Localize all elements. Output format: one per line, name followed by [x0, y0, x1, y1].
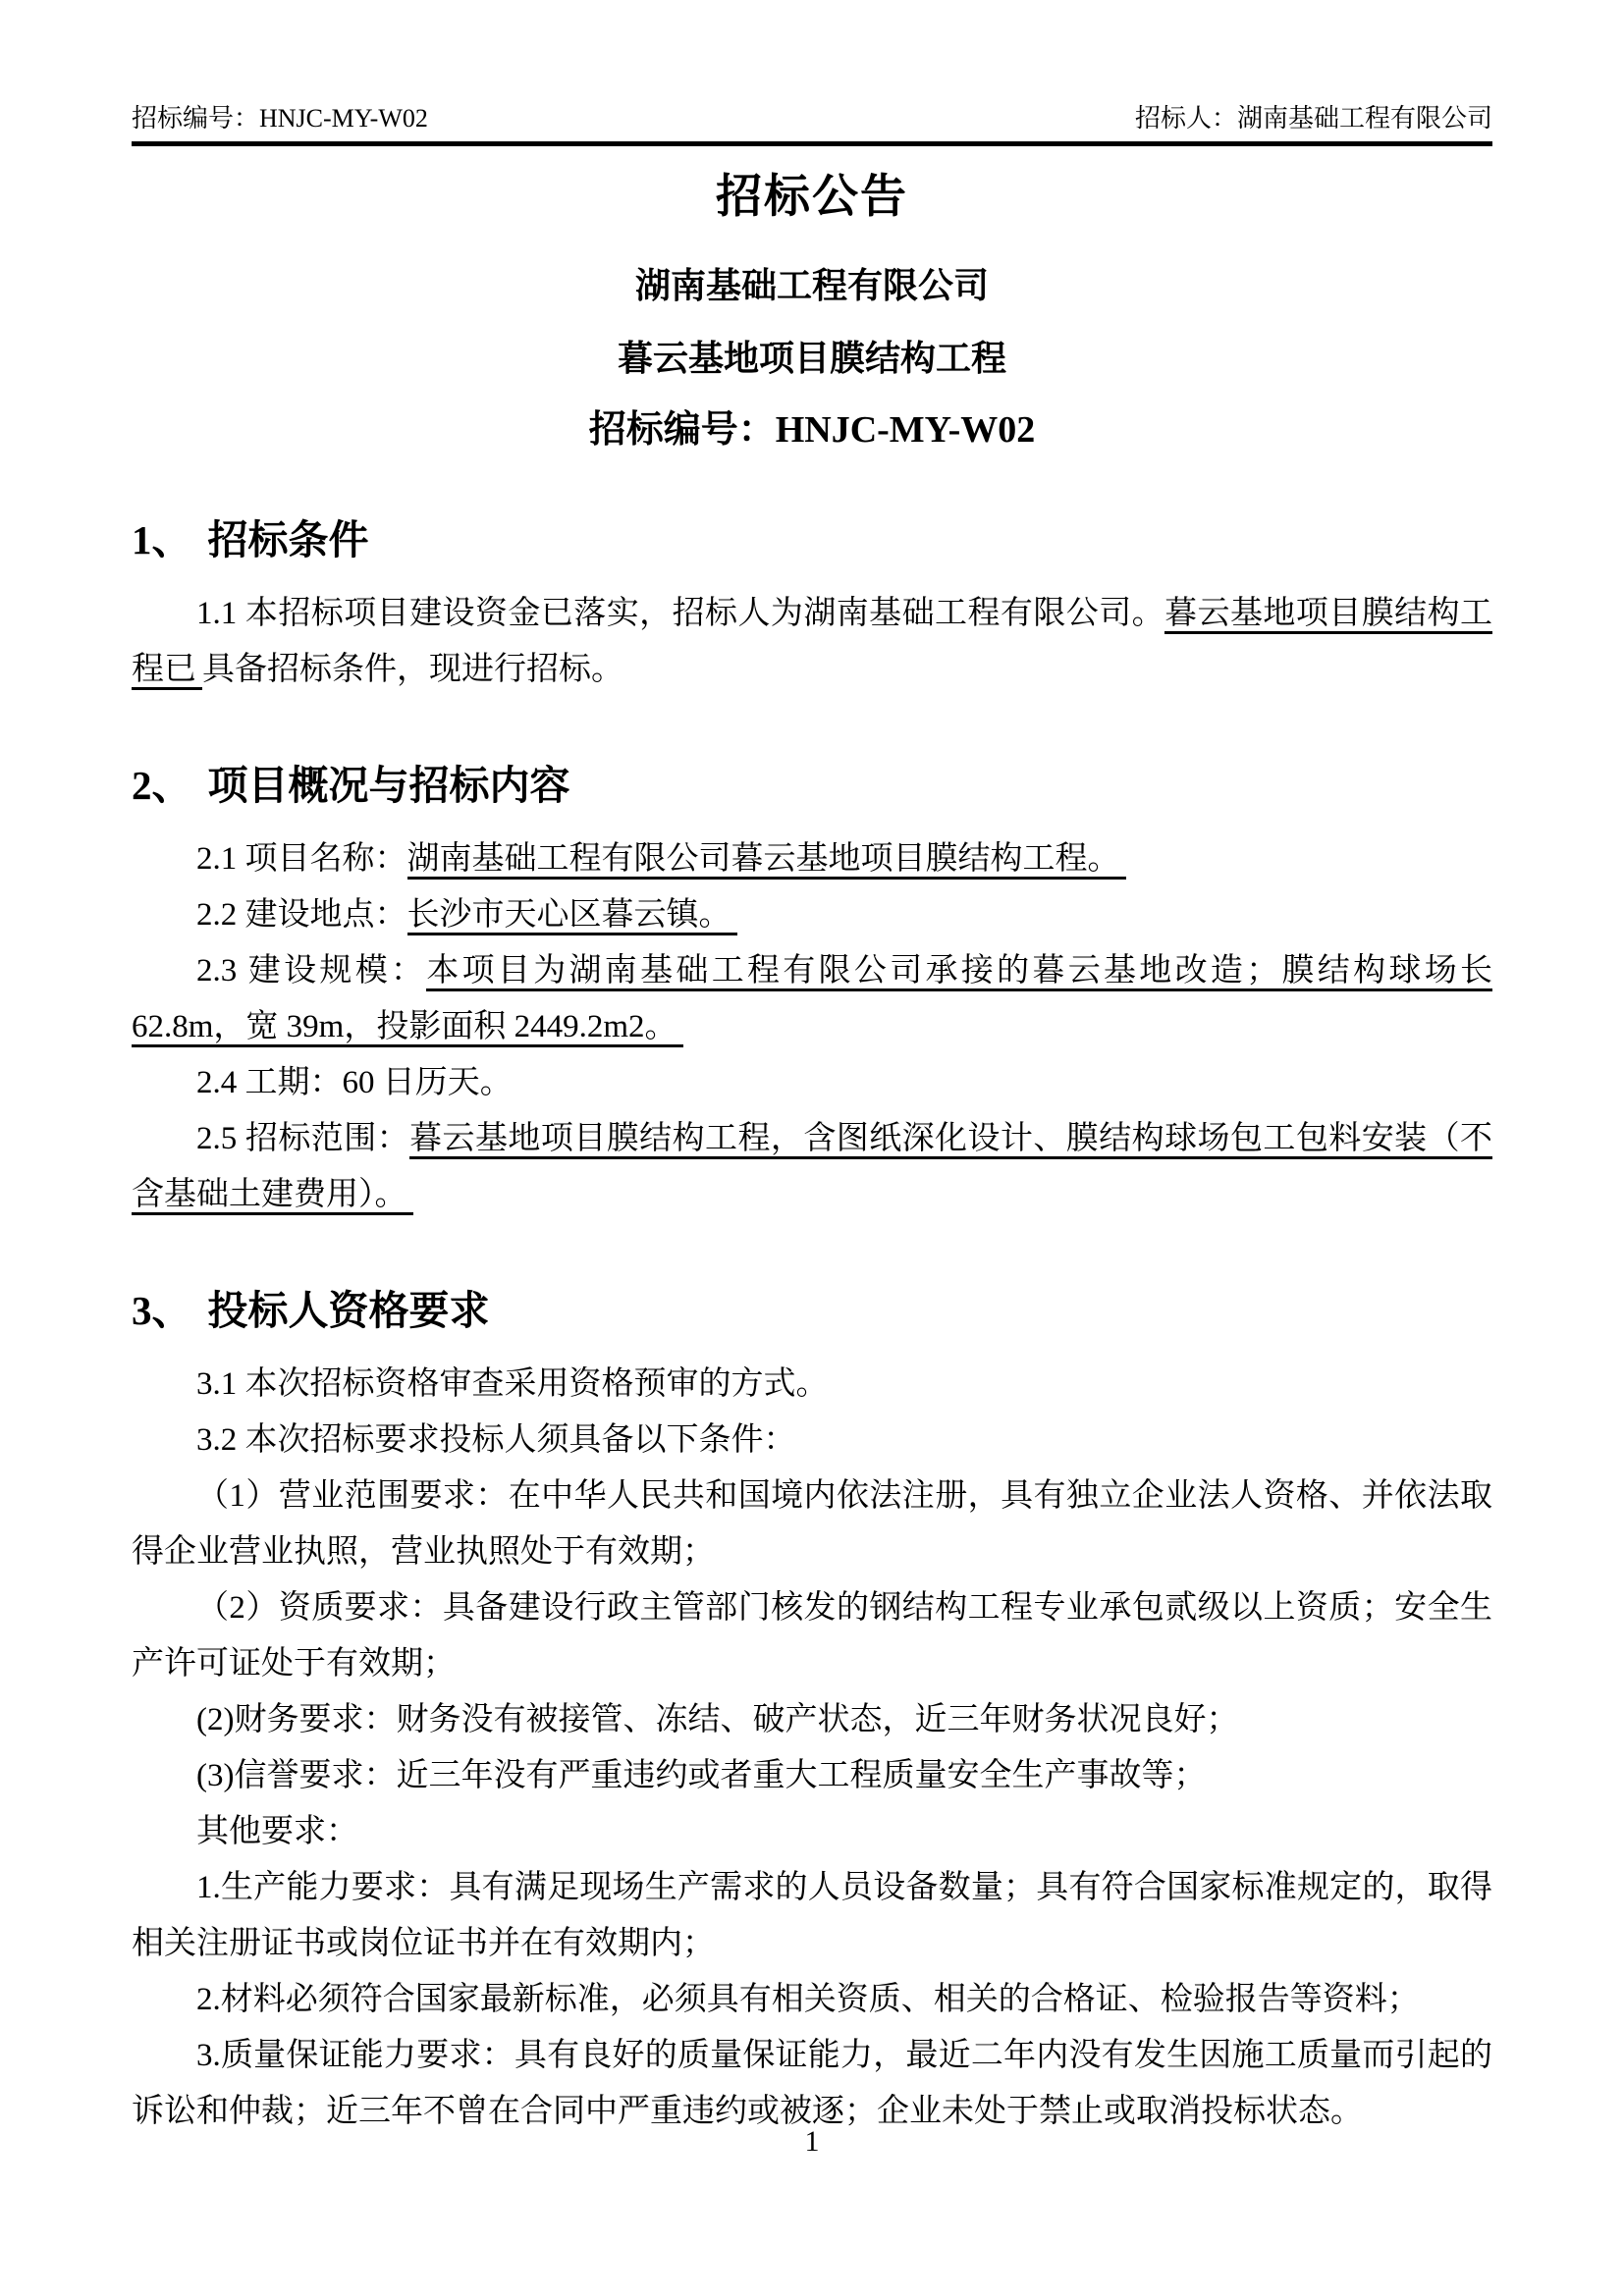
- section-3-heading: [132, 1286, 1492, 1335]
- header-tenderee: 招标人：湖南基础工程有限公司: [1134, 104, 1492, 133]
- para-3-2-item-2: （2）资质要求：具备建设行政主管部门核发的钢结构工程专业承包贰级以上资质；安全生产许可证处于有效期；: [132, 1590, 1492, 1682]
- para-2-5-underlined: 暮云基地项目膜结构工程，含图纸深化设计、膜结构球场包工包料安装（不含基础土建费用）。: [132, 1121, 1492, 1215]
- para-2-2-label: 2.2 建设地点：: [196, 897, 407, 933]
- para-3-2: 3.2 本次招标要求投标人须具备以下条件：: [196, 1422, 796, 1458]
- section-1-heading: [132, 515, 1492, 564]
- para-1-1-text-cont: 具备招标条件，现进行招标。: [202, 652, 623, 687]
- para-1-1: [132, 586, 1492, 698]
- section-2-number: 2、: [132, 763, 192, 808]
- para-2-1-label: 2.1 项目名称：: [196, 841, 407, 877]
- header-tender-number: 招标编号：HNJC-MY-W02: [132, 104, 428, 133]
- section-2-title: 项目概况与招标内容: [207, 763, 570, 808]
- para-other-req-3: 3.质量保证能力要求：具有良好的质量保证能力，最近二年内没有发生因施工质量而引起的诉讼和仲裁；近三年不曾在合同中严重违约或被逐；企业未处于禁止或取消投标状态。: [132, 2038, 1492, 2129]
- section-3-number: 3、: [132, 1288, 192, 1333]
- para-2-3-underlined: 本项目为湖南基础工程有限公司承接的暮云基地改造；膜结构球场长 62.8m，宽 39m，投影面积 2449.2m2。: [132, 953, 1492, 1047]
- document-title: 招标公告: [716, 172, 908, 223]
- para-2-3-label: 2.3 建设规模：: [196, 953, 427, 988]
- section-3-title: 投标人资格要求: [207, 1288, 490, 1333]
- para-3-2-item-1: （1）营业范围要求：在中华人民共和国境内依法注册，具有独立企业法人资格、并依法取得企业营业执照，营业执照处于有效期；: [132, 1478, 1492, 1570]
- para-2-3: [132, 943, 1492, 1055]
- para-other-requirements-label: 其他要求：: [196, 1814, 358, 1849]
- para-1-1-text: 1.1 本招标项目建设资金已落实，招标人为湖南基础工程有限公司。: [196, 596, 1165, 631]
- para-3-2-item-credit: (3)信誉要求：近三年没有严重违约或者重大工程质量安全生产事故等；: [196, 1758, 1207, 1793]
- para-other-req-1: 1.生产能力要求：具有满足现场生产需求的人员设备数量；具有符合国家标准规定的，取得相关注册证书或岗位证书并在有效期内；: [132, 1870, 1492, 1961]
- para-2-1-underlined: 湖南基础工程有限公司暮云基地项目膜结构工程。: [407, 841, 1126, 880]
- page-number: 1: [804, 2125, 820, 2158]
- para-2-2: [132, 887, 1492, 943]
- para-1-1-underlined: 暮云基地项目膜结构工程已: [132, 596, 1492, 690]
- section-1-number: 1、: [132, 517, 192, 562]
- subtitle-project: 暮云基地项目膜结构工程: [617, 339, 1006, 378]
- subtitle-tender-code: 招标编号：HNJC-MY-W02: [588, 409, 1036, 451]
- para-3-2-item-finance: (2)财务要求：财务没有被接管、冻结、破产状态，近三年财务状况良好；: [196, 1702, 1239, 1737]
- para-other-req-2: 2.材料必须符合国家最新标准，必须具有相关资质、相关的合格证、检验报告等资料；: [196, 1982, 1420, 2017]
- para-2-2-underlined: 长沙市天心区暮云镇。: [407, 897, 737, 935]
- para-2-5: [132, 1111, 1492, 1223]
- running-header: [132, 0, 1492, 146]
- para-2-5-label: 2.5 招标范围：: [196, 1121, 410, 1156]
- para-3-1: 3.1 本次招标资格审查采用资格预审的方式。: [196, 1366, 829, 1402]
- para-2-4: 2.4 工期：60 日历天。: [196, 1065, 513, 1100]
- section-2-heading: [132, 761, 1492, 810]
- section-1-title: 招标条件: [207, 517, 369, 562]
- para-2-1: [132, 831, 1492, 887]
- subtitle-company: 湖南基础工程有限公司: [634, 266, 989, 305]
